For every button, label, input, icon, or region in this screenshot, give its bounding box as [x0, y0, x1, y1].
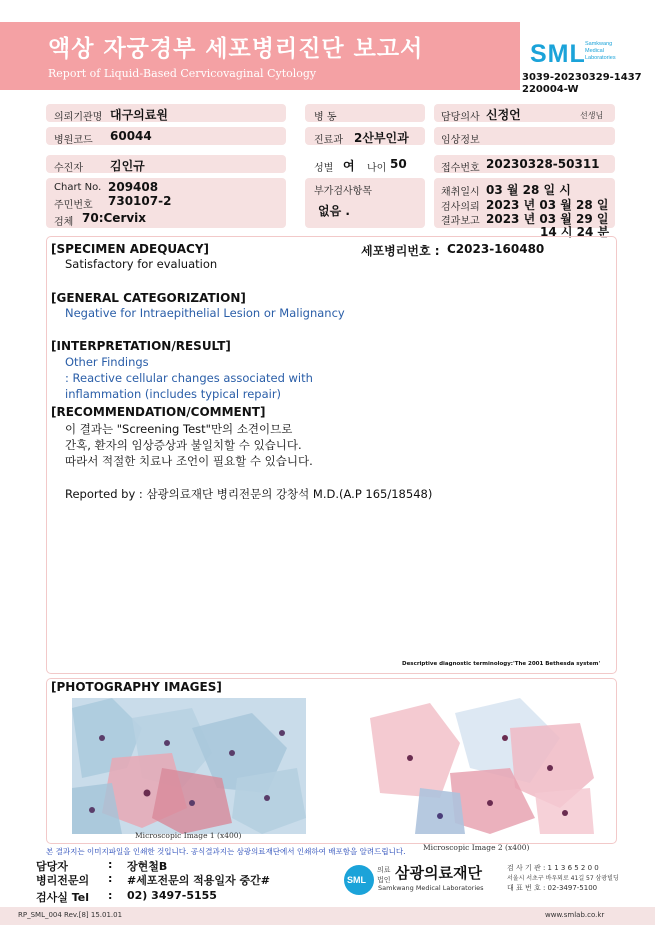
interpretation-line: Other Findings [65, 355, 149, 369]
interpretation-line: : Reactive cellular changes associated with [65, 371, 313, 385]
org-info-3: 대 표 번 호 : 02-3497-5100 [507, 884, 598, 892]
cyto-no-value: C2023-160480 [447, 242, 545, 256]
interpretation-line: inflammation (includes typical repair) [65, 387, 282, 401]
org-prefix-1: 의료 [377, 866, 391, 874]
institution-label: 의뢰기관명 [54, 112, 103, 123]
age-label: 나이 [367, 163, 387, 174]
reported-value: 2023 년 03 월 29 일 [486, 212, 609, 226]
recommendation-line: 간혹, 환자의 임상증상과 불일치할 수 있습니다. [65, 438, 302, 452]
id-label: 주민번호 [54, 200, 93, 211]
department-label: 진료과 [314, 135, 343, 146]
print-notice: 본 결과지는 이미지파일을 인쇄한 것입니다. 공식결과지는 삼광의료재단에서 인쇄하여 배포함을 알려드립니다. [46, 847, 406, 856]
exam-value: 70:Cervix [82, 211, 147, 225]
sex-label: 성별 [314, 163, 334, 174]
chart-label: Chart No. [54, 182, 102, 193]
sml-logo-sub: Samkwang Medical Laboratories [585, 41, 616, 61]
chart-value: 209408 [108, 180, 159, 194]
clinical-info-label: 임상정보 [441, 135, 480, 146]
ward-label: 병 동 [314, 112, 337, 123]
adequacy-text: Satisfactory for evaluation [65, 257, 218, 271]
photo-heading: [PHOTOGRAPHY IMAGES] [51, 680, 222, 694]
pathologist-label: 병리전문의 [36, 874, 90, 887]
recommendation-heading: [RECOMMENDATION/COMMENT] [51, 405, 266, 419]
website-link: www.smlab.co.kr [545, 911, 605, 919]
cell-image-1 [72, 698, 306, 834]
terminology-note: Descriptive diagnostic terminology:'The 2001 Bethesda system' [402, 661, 601, 667]
reported-label: 결과보고 [441, 216, 480, 227]
org-info-2: 서울시 서초구 바우뫼로 41길 57 삼광빌딩 [507, 875, 619, 882]
department-value: 2산부인과 [354, 131, 409, 145]
receipt-label: 접수번호 [441, 163, 480, 174]
hospital-code-value: 60044 [110, 129, 152, 143]
collected-value: 03 월 28 일 시 [486, 183, 571, 197]
exam-label: 검체 [54, 217, 74, 228]
requested-value: 2023 년 03 월 28 일 [486, 198, 609, 212]
patient-label: 수진자 [54, 163, 83, 174]
extra-value: 없음 . [318, 204, 350, 218]
form-code: RP_SML_004 Rev.[8] 15.01.01 [18, 911, 123, 919]
org-name: 삼광의료재단 [395, 864, 482, 882]
reported-time: 14 시 24 분 [540, 225, 610, 239]
colon: : [108, 858, 113, 871]
collected-label: 채취일시 [441, 187, 480, 198]
org-name-en: Samkwang Medical Laboratories [378, 884, 484, 892]
interpretation-heading: [INTERPRETATION/RESULT] [51, 339, 231, 353]
general-text: Negative for Intraepithelial Lesion or Malignancy [65, 306, 345, 320]
report-title: 액상 자궁경부 세포병리진단 보고서 [48, 36, 424, 62]
recommendation-line: 따라서 적절한 치료나 조언이 필요할 수 있습니다. [65, 454, 313, 468]
adequacy-heading: [SPECIMEN ADEQUACY] [51, 242, 210, 256]
colon: : [108, 889, 113, 902]
tel-value: 02) 3497-5155 [127, 889, 217, 902]
cyto-no-label: 세포병리번호 : [361, 244, 440, 258]
tel-label: 검사실 Tel [36, 891, 89, 904]
cell-image-2 [360, 698, 594, 834]
microscopic-image-1 [72, 698, 306, 834]
doctor-value: 신정언 [486, 108, 521, 122]
id-value: 730107-2 [108, 194, 172, 208]
report-subtitle: Report of Liquid-Based Cervicovaginal Cytology [48, 67, 317, 80]
sex-value: 여 [343, 159, 355, 173]
requested-label: 검사의뢰 [441, 202, 480, 213]
barcode-number: 3039-20230329-1437 [522, 72, 642, 83]
microscopic-image-2 [360, 698, 594, 834]
org-logo-text: SML [347, 875, 366, 885]
colon: : [108, 872, 113, 885]
pathologist-value: #세포전문의 적용일자 중간# [127, 874, 270, 887]
hospital-code-label: 병원코드 [54, 135, 93, 146]
age-value: 50 [390, 157, 407, 171]
manager-value: 장현철B [127, 860, 168, 873]
photo-caption-1: Microscopic Image 1 (x400) [135, 831, 242, 840]
org-prefix-2: 법인 [377, 876, 391, 884]
sml-logo: SML [530, 40, 586, 68]
barcode-suffix: 220004-W [522, 84, 579, 95]
extra-label: 부가검사항목 [314, 186, 372, 197]
org-info-1: 검 사 기 관 : 1 1 3 6 5 2 0 0 [507, 864, 599, 872]
manager-label: 담당자 [36, 860, 68, 873]
institution-value: 대구의료원 [110, 108, 168, 122]
recommendation-line: 이 결과는 "Screening Test"만의 소견이므로 [65, 422, 293, 436]
photo-caption-2: Microscopic Image 2 (x400) [423, 843, 530, 852]
doctor-label: 담당의사 [441, 112, 480, 123]
general-heading: [GENERAL CATEGORIZATION] [51, 291, 246, 305]
receipt-value: 20230328-50311 [486, 157, 600, 171]
doctor-suffix: 선생님 [580, 111, 604, 120]
reported-by: Reported by : 삼광의료재단 병리전문의 강창석 M.D.(A.P 165/18548) [65, 487, 433, 501]
patient-value: 김인규 [110, 159, 145, 173]
